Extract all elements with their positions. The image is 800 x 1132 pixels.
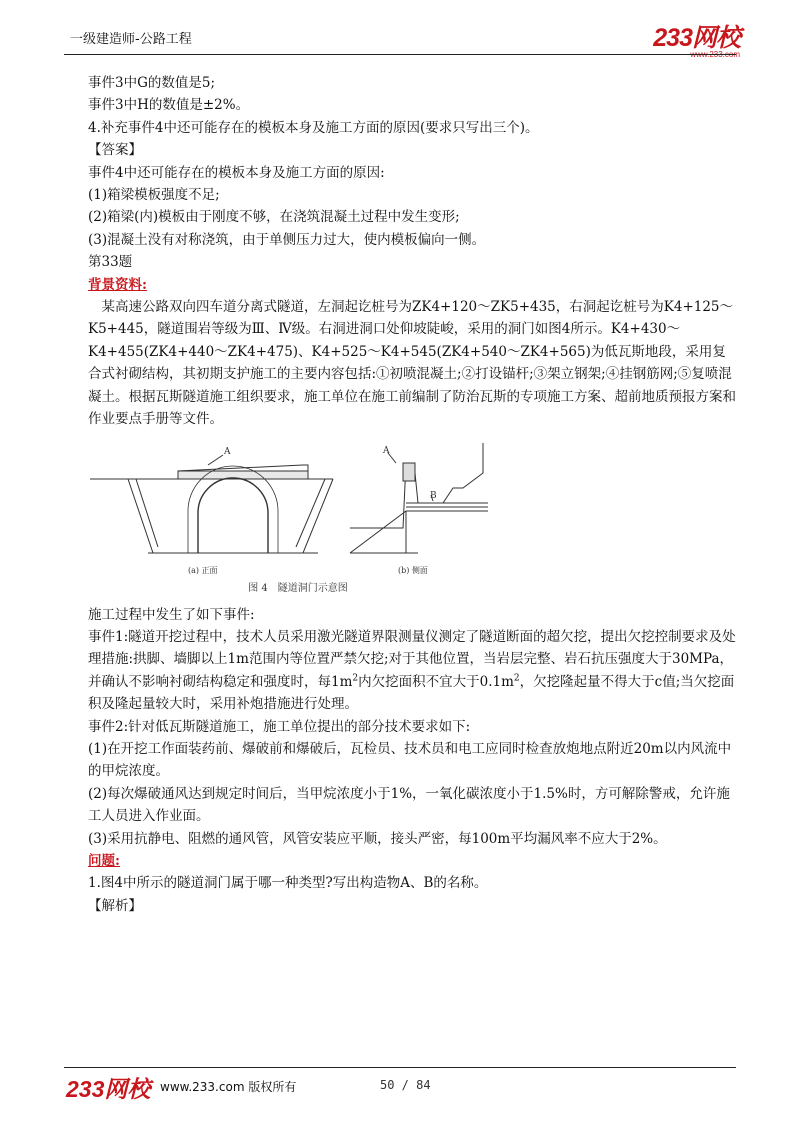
header-divider [64,54,736,55]
figure-drawing [88,443,728,578]
page-number: 50 / 84 [380,1078,431,1092]
event-2-item-3: (3)采用抗静电、阻燃的通风管，风管安装应平顺，接头严密，每100m平均漏风率不应大于2%。 [88,830,667,847]
event-2-item-1: (1)在开挖工作面装药前、爆破前和爆破后，瓦检员、技术员和电工应同时检查放炮地点附近20m以内风流中的甲烷浓度。 [88,740,732,780]
logo-url: www.233.com [690,50,740,59]
answer-item-2: (2)箱梁(内)模板由于刚度不够，在浇筑混凝土过程中发生变形; [88,209,460,226]
label-a-side: A [383,445,390,456]
background-heading: 背景资料: [88,276,147,293]
figure-caption: 图 4 隧道洞门示意图 [248,582,348,594]
question-number: 第33题 [88,254,133,271]
side-view [350,443,488,553]
front-view [90,455,333,553]
footer-copyright: www.233.com 版权所有 [160,1080,297,1094]
event-2-item-2: (2)每次爆破通风达到规定时间后，当甲烷浓度小于1%，一氧化碳浓度小于1.5%时，方可解除警戒，允许施工人员进入作业面。 [88,785,730,825]
tunnel-portal-figure [88,443,728,598]
answer-item-1: (1)箱梁模板强度不足; [88,187,220,204]
analysis-heading: 【解析】 [88,897,142,914]
subcaption-front: (a) 正面 [188,565,218,575]
answer-heading: 【答案】 [88,142,142,159]
background-text: 某高速公路双向四车道分离式隧道，左洞起讫桩号为ZK4+120～ZK5+435，右洞起讫桩号为K4+125～K5+445，隧道围岩等级为Ⅲ、Ⅳ级。右洞进洞口处仰坡陡峻，采用的洞门如图4所示。K4+430～K4+455(ZK4+440～ZK4+475)、K4+525～K4+545(ZK4+540～ZK4+565)为低瓦斯地段，采用复合式衬砌结构，其初期支护施工的主要内容包括:①初喷混凝土;②打设锚杆;③架立钢架;④挂钢筋网;⑤复喷混凝土。根据瓦斯隧道施工组织要求，施工单位在施工前编制了防治瓦斯的专项施工方案、超前地质预报方案和作业要点手册等文件。 [88,299,736,428]
superscript: 2 [513,673,520,684]
footer-logo: 233网校 [66,1076,151,1102]
events-intro: 施工过程中发生了如下事件: [88,606,255,623]
main-content [88,72,738,917]
logo-text: 233网校 [653,24,740,52]
document-title: 一级建造师-公路工程 [70,32,192,47]
text-line: 事件4中还可能存在的模板本身及施工方面的原因: [88,164,385,181]
brand-logo [653,18,740,59]
event-1-text-a: 事件1:隧道开挖过程中，技术人员采用激光隧道界限测量仪测定了隧道断面的超欠挖，提出欠挖控制要求及处理措施:拱脚、墙脚以上1m范围内等位置严禁欠挖;对于其他位置，当岩层完整、岩石抗压强度大于30MPa，并确认不影响衬砌结构稳定和强度时，每1m [88,628,736,690]
answer-item-3: (3)混凝土没有对称浇筑，由于单侧压力过大，使内模板偏向一侧。 [88,231,486,248]
footer-divider [64,1067,736,1068]
label-b-side: B [430,490,437,501]
question-4: 4.补充事件4中还可能存在的模板本身及施工方面的原因(要求只写出三个)。 [88,119,539,136]
background-paragraph [88,296,738,430]
event-2: 事件2:针对低瓦斯隧道施工，施工单位提出的部分技术要求如下: [88,718,471,735]
questions-heading: 问题: [88,852,120,869]
label-a-front: A [224,446,231,457]
subcaption-side: (b) 侧面 [398,565,428,575]
event-1 [88,626,738,716]
text-line: 事件3中G的数值是5; [88,75,216,91]
superscript: 2 [352,673,359,684]
event-1-text-c: ，欠挖隆起量不得大于c值;当欠挖面积及隆起量较大时，采用补炮措施进行处理。 [88,673,735,713]
text-line: 事件3中H的数值是±2%。 [88,97,250,114]
event-1-text-b: 内欠挖面积不宜大于0.1m [358,673,514,690]
question-1: 1.图4中所示的隧道洞门属于哪一种类型?写出构造物A、B的名称。 [88,875,488,892]
